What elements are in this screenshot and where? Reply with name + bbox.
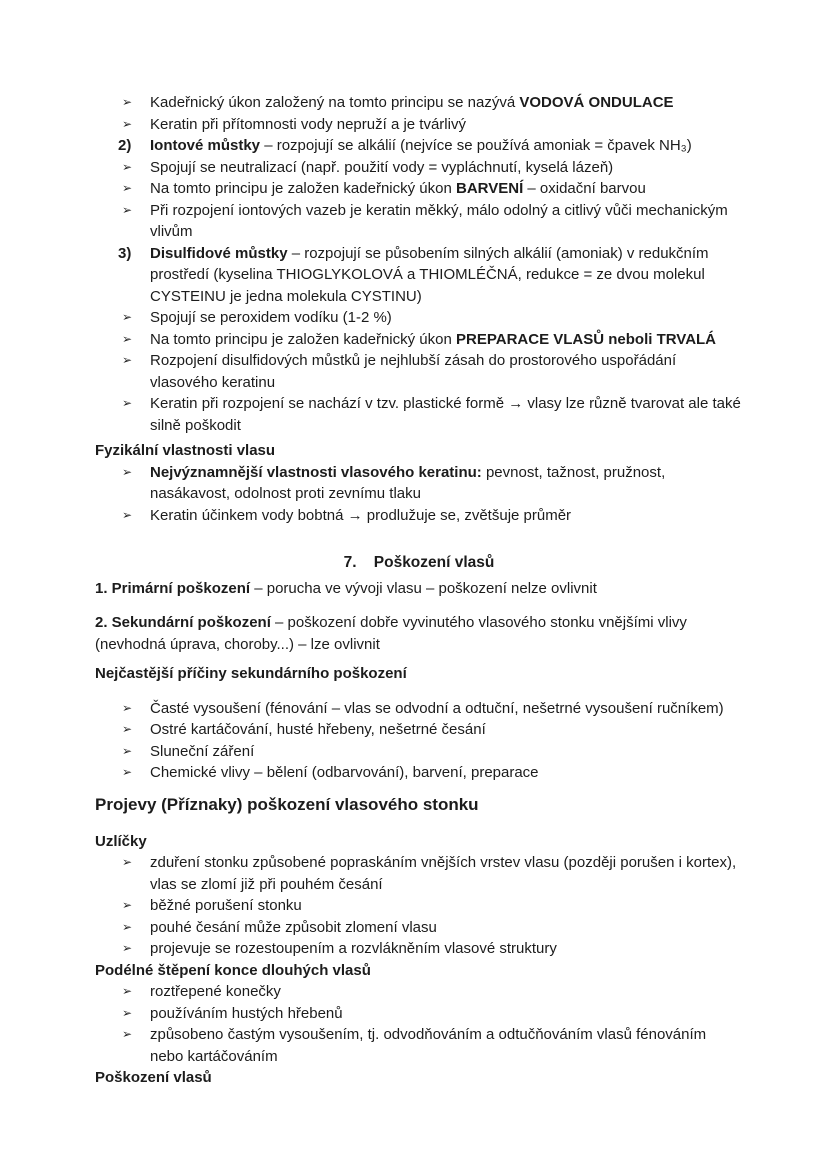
subheading [95,960,743,982]
bullet-item [95,505,743,527]
arrowhead-bullet-icon: ➢ [122,855,133,869]
bullet-item [95,1024,743,1067]
text: zduření stonku způsobené popraskáním vnějších vrstev vlasu (později porušen i kortex), vlas se zlomí již při pouhém česání [150,854,737,893]
list-number: 3) [118,244,132,262]
bullet-item [95,200,743,243]
item-text [150,762,743,784]
paragraph [95,578,743,600]
bold-text: Projevy (Příznaky) poškození vlasového stonku [95,794,479,814]
item-text [150,895,743,917]
arrowhead-bullet-icon: ➢ [122,331,133,346]
item-text [150,393,743,436]
bullet-item [95,350,743,393]
text: Chemické vlivy – bělení (odbarvování), barvení, preparace [150,764,539,781]
text: Keratin při přítomnosti vody nepruží a je tvárlivý [150,115,466,133]
arrowhead-bullet-icon: ➢ [122,722,133,736]
bold-text: Nejčastější příčiny sekundárního poškození [95,665,407,682]
bullet-item [95,92,743,114]
item-text [150,462,743,505]
bullet-item [95,917,743,939]
item-text [150,938,743,960]
arrowhead-bullet-icon: ➢ [122,984,133,998]
text: běžné porušení stonku [150,897,302,914]
bold-text: Uzlíčky [95,832,147,850]
item-text [150,505,743,527]
text: Keratin účinkem vody bobtná → prodlužuje se, zvětšuje průměr [150,506,572,524]
arrowhead-bullet-icon: ➢ [122,464,133,479]
bold-text: 1. Primární poškození [95,579,255,597]
text: Rozpojení disulfidových můstků je nejhlubší zásah do prostorového uspořádání vlasového keratinu [150,352,677,391]
arrowhead-bullet-icon: ➢ [122,765,133,779]
arrowhead-bullet-icon: ➢ [122,353,133,367]
arrowhead-bullet-icon: ➢ [122,941,133,955]
text: – poškození dobře vyvinutého vlasového stonku vnějšími vlivy (nevhodná úprava, choroby...) – lze ovlivnit [95,614,687,653]
bullet-item [95,981,743,1003]
bullet-item [95,698,743,720]
bold-text: Poškození vlasů [95,1069,212,1086]
text: – oxidační barvou [527,180,646,197]
bold-text: Nejvýznamnější vlastnosti vlasového keratinu: [150,463,482,481]
item-text [150,852,743,895]
bold-text: VODOVÁ ONDULACE [519,94,674,111]
text: projevuje se rozestoupením a rozvlákněním vlasové struktury [150,940,557,957]
item-text [150,917,743,939]
bullet-item [95,462,743,505]
bold-text: PREPARACE VLASŮ neboli TRVALÁ [456,330,717,348]
bold-text: 7. Poškození vlasů [343,554,495,571]
subheading [95,440,743,462]
item-text [150,243,743,308]
bold-text: Iontové můstky [150,137,265,154]
text: Časté vysoušení (fénování – vlas se odvodní a odtuční, nešetrné vysoušení ručníkem) [150,699,724,717]
arrowhead-bullet-icon: ➢ [122,116,133,131]
text: – porucha ve vývoji vlasu – poškození nelze ovlivnit [254,579,597,597]
item-text [150,1024,743,1067]
bullet-item [95,762,743,784]
subheading [95,663,743,685]
paragraph [95,612,743,655]
item-text [150,135,743,157]
arrowhead-bullet-icon: ➢ [122,507,133,522]
bullet-item [95,719,743,741]
item-text [150,719,743,741]
bold-text: Podélné štěpení konce dlouhých vlasů [95,961,371,979]
arrowhead-bullet-icon: ➢ [122,202,133,217]
item-text [150,741,743,763]
text: Kadeřnický úkon založený na tomto principu se nazývá [150,94,520,111]
text: Spojují se peroxidem vodíku (1-2 %) [150,309,392,326]
bullet-item [95,895,743,917]
text: Keratin při rozpojení se nachází v tzv. plastické formě → vlasy lze různě tvarovat ale také silně poškodit [150,395,741,434]
text: Na tomto principu je založen kadeřnický úkon [150,180,456,197]
bullet-item [95,393,743,436]
item-text [150,1003,743,1025]
text: pouhé česání může způsobit zlomení vlasu [150,918,437,936]
arrowhead-bullet-icon: ➢ [122,700,133,715]
bullet-item [95,307,743,329]
bullet-item [95,157,743,179]
text: Při rozpojení iontových vazeb je keratin měkký, málo odolný a citlivý vůči mechanickým vlivům [150,201,728,240]
item-text [150,157,743,179]
arrowhead-bullet-icon: ➢ [122,159,133,174]
bullet-item [95,114,743,136]
arrowhead-bullet-icon: ➢ [122,181,133,195]
text: – rozpojují se působením silných alkálií (amoniak) v redukčním prostředí (kyselina THIOGLYKOLOVÁ a THIOMLÉČNÁ, redukce = ze dvou molekul CYSTEINU je jedna molekula CYSTINU) [150,244,709,305]
subheading [95,1067,743,1089]
text: pevnost, tažnost, pružnost, nasákavost, odolnost proti zevnímu tlaku [150,463,666,502]
list-number: 2) [118,137,132,154]
item-text [150,92,743,114]
item-text [150,307,743,329]
text: – rozpojují se alkálií (nejvíce se používá amoniak = čpavek NH₃) [264,137,692,154]
text: Ostré kartáčování, husté hřebeny, nešetrné česání [150,721,486,738]
item-text [150,114,743,136]
numbered-item [95,243,743,308]
arrowhead-bullet-icon: ➢ [122,396,133,410]
subheading [95,831,743,853]
arrowhead-bullet-icon: ➢ [122,919,133,934]
bullet-item [95,938,743,960]
item-text [150,698,743,720]
item-text [150,350,743,393]
bullet-item [95,178,743,200]
text: Spojují se neutralizací (např. použití vody = vypláchnutí, kyselá lázeň) [150,158,614,176]
text: Na tomto principu je založen kadeřnický úkon [150,330,456,348]
bullet-item [95,741,743,763]
bullet-item [95,1003,743,1025]
section-heading [95,552,743,574]
text: Sluneční záření [150,742,255,760]
item-text [150,329,743,351]
bold-text: Fyzikální vlastnosti vlasu [95,442,276,459]
text: způsobeno častým vysoušením, tj. odvodňováním a odtučňováním vlasů fénováním nebo kartáčováním [150,1026,707,1065]
arrowhead-bullet-icon: ➢ [122,1027,133,1041]
major-heading [95,792,743,818]
bold-text: Disulfidové můstky [150,244,292,262]
item-text [150,178,743,200]
text: roztřepené konečky [150,983,281,1000]
bold-text: 2. Sekundární poškození [95,614,276,631]
numbered-item [95,135,743,157]
bullet-item [95,852,743,895]
text: používáním hustých hřebenů [150,1004,343,1022]
arrowhead-bullet-icon: ➢ [122,95,133,109]
arrowhead-bullet-icon: ➢ [122,310,133,324]
arrowhead-bullet-icon: ➢ [122,743,133,758]
bold-text: BARVENÍ [456,180,528,197]
arrowhead-bullet-icon: ➢ [122,898,133,912]
item-text [150,981,743,1003]
item-text [150,200,743,243]
bullet-item [95,329,743,351]
arrowhead-bullet-icon: ➢ [122,1005,133,1020]
